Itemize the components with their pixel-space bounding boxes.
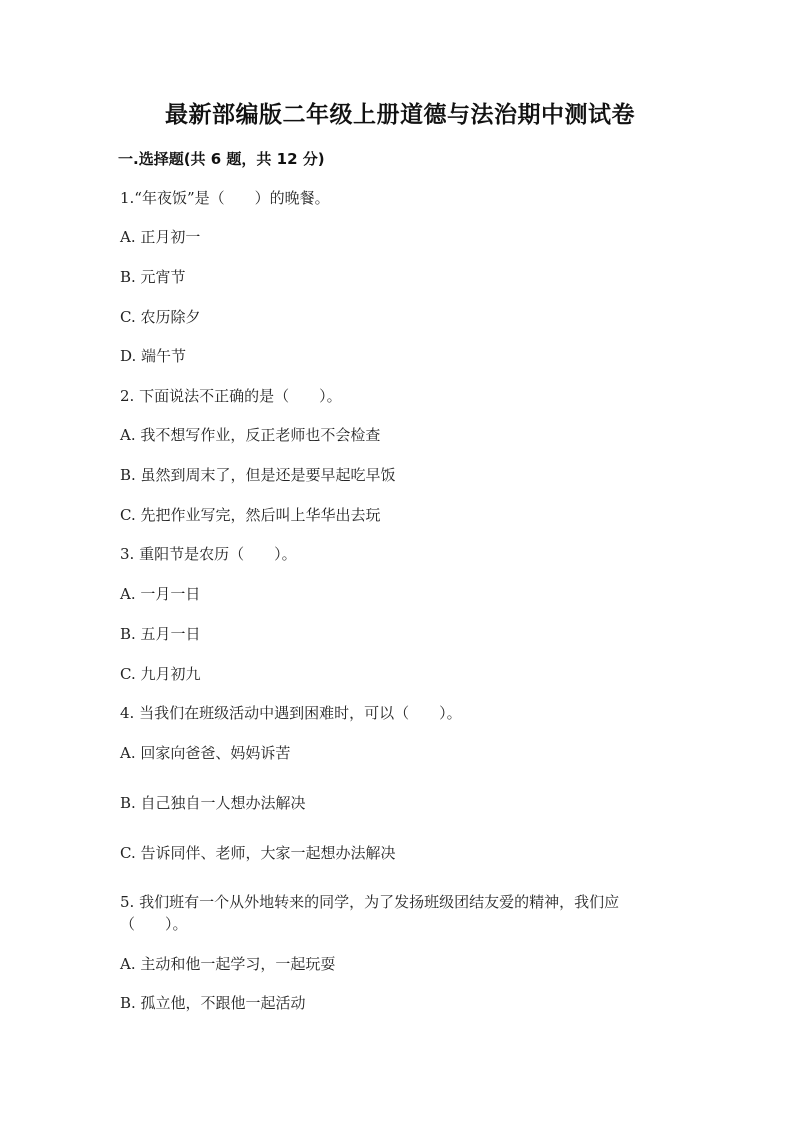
question-1-stem: 1.“年夜饭”是（ ）的晚餐。	[120, 189, 330, 207]
question-5-stem: 5. 我们班有一个从外地转来的同学，为了发扬班级团结友爱的精神，我们应（ ）。	[120, 893, 620, 933]
question-4-option-a: A. 回家向爸爸、妈妈诉苦	[120, 744, 291, 762]
question-3-option-b: B. 五月一日	[120, 625, 201, 643]
question-5-option-b: B. 孤立他，不跟他一起活动	[120, 994, 306, 1012]
question-1-option-d: D. 端午节	[120, 347, 187, 365]
question-1-option-a: A. 正月初一	[120, 228, 201, 246]
question-1-option-c: C. 农历除夕	[120, 308, 201, 326]
question-1-option-b: B. 元宵节	[120, 268, 186, 286]
question-3-stem: 3. 重阳节是农历（ ）。	[120, 545, 297, 563]
question-2-option-c: C. 先把作业写完，然后叫上华华出去玩	[120, 506, 381, 524]
question-4-option-b: B. 自己独自一人想办法解决	[120, 794, 306, 812]
question-2-option-a: A. 我不想写作业，反正老师也不会检查	[120, 426, 381, 444]
document-title: 最新部编版二年级上册道德与法治期中测试卷	[165, 102, 635, 128]
question-2-option-b: B. 虽然到周末了，但是还是要早起吃早饭	[120, 466, 396, 484]
question-5-option-a: A. 主动和他一起学习，一起玩耍	[120, 955, 336, 973]
question-2-stem: 2. 下面说法不正确的是（ ）。	[120, 387, 342, 405]
section-heading: 一.选择题(共 6 题，共 12 分)	[118, 150, 325, 168]
question-3-option-a: A. 一月一日	[120, 585, 201, 603]
question-4-stem: 4. 当我们在班级活动中遇到困难时，可以（ ）。	[120, 704, 462, 722]
question-3-option-c: C. 九月初九	[120, 665, 201, 683]
question-4-option-c: C. 告诉同伴、老师，大家一起想办法解决	[120, 844, 396, 862]
